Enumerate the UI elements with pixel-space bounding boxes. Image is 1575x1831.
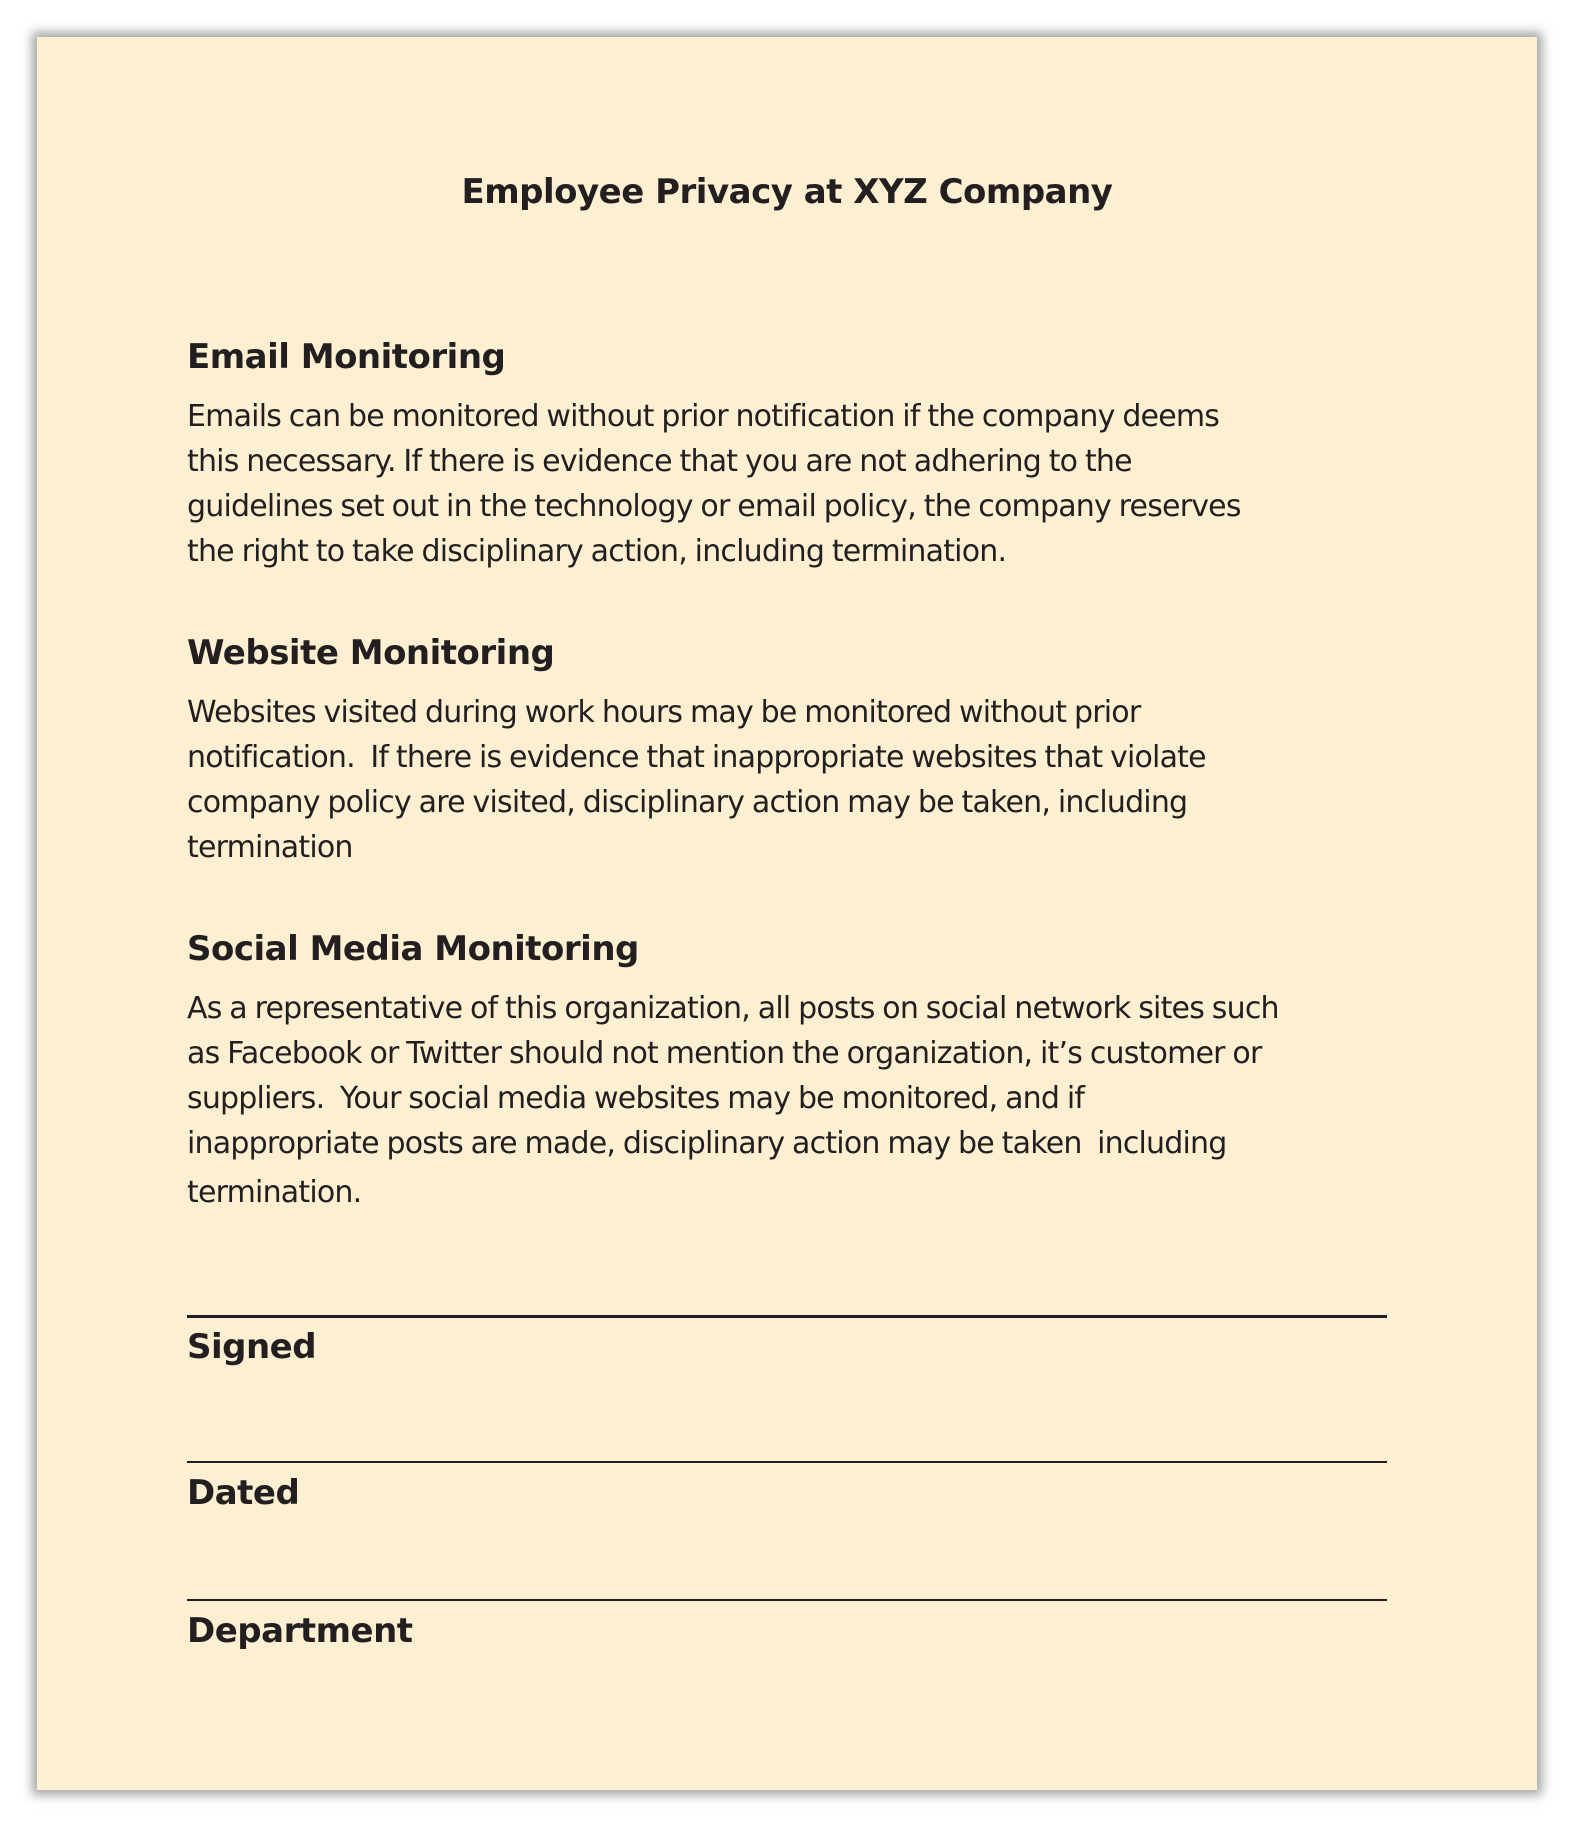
body-line: As a representative of this organization, all posts on social network sites such [187, 991, 1279, 1026]
body-line: inappropriate posts are made, disciplinary action may be taken including [187, 1126, 1227, 1161]
signature-label-department: Department [187, 1611, 413, 1651]
body-line: guidelines set out in the technology or email policy, the company reserves [187, 489, 1241, 524]
signature-label-dated: Dated [187, 1473, 300, 1513]
body-line: as Facebook or Twitter should not mention the organization, it’s customer or [187, 1036, 1262, 1071]
body-line: Emails can be monitored without prior notification if the company deems [187, 399, 1220, 434]
document-title: Employee Privacy at XYZ Company [461, 172, 1113, 212]
date-line[interactable] [187, 1461, 1387, 1463]
body-line: notification. If there is evidence that inappropriate websites that violate [187, 740, 1206, 775]
body-line: this necessary. If there is evidence that you are not adhering to the [187, 444, 1132, 479]
signature-label-signed: Signed [187, 1327, 317, 1367]
section-email-monitoring [187, 335, 1437, 574]
body-line: company policy are visited, disciplinary action may be taken, including [187, 785, 1188, 820]
section-body-website-monitoring [187, 690, 1437, 870]
department-line[interactable] [187, 1599, 1387, 1601]
policy-document [37, 37, 1537, 1790]
section-heading-social-media-monitoring: Social Media Monitoring [187, 929, 639, 969]
body-line: the right to take disciplinary action, including termination. [187, 534, 1007, 569]
section-heading-email-monitoring: Email Monitoring [187, 337, 506, 377]
section-heading-website-monitoring: Website Monitoring [187, 633, 555, 673]
section-body-email-monitoring [187, 394, 1437, 574]
body-line: Websites visited during work hours may be monitored without prior [187, 695, 1141, 730]
body-line: termination. [187, 1175, 362, 1210]
section-website-monitoring [187, 631, 1437, 870]
signature-line[interactable] [187, 1315, 1387, 1318]
body-line: termination [187, 830, 353, 865]
section-social-media-monitoring [187, 927, 1437, 1215]
body-line: suppliers. Your social media websites may be monitored, and if [187, 1081, 1085, 1116]
section-body-social-media-monitoring [187, 986, 1437, 1215]
